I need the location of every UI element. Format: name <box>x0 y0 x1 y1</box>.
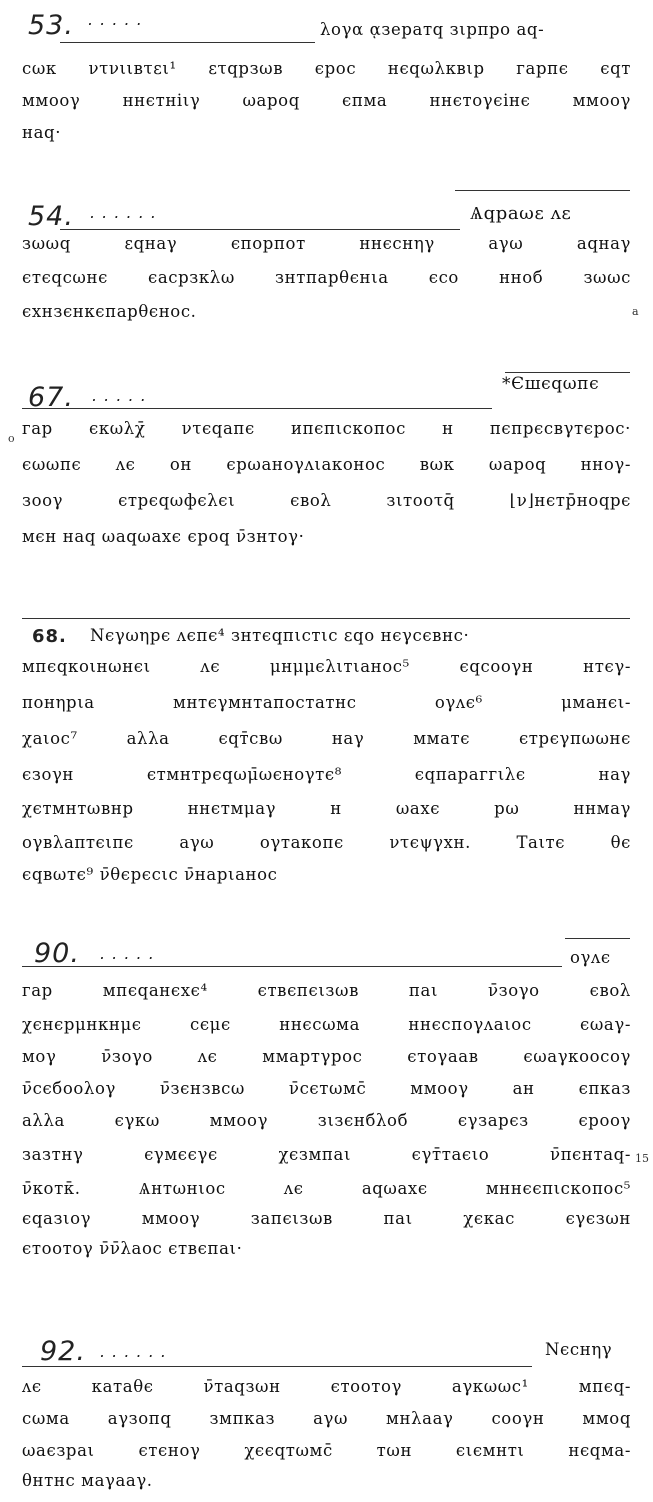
heading-rule <box>22 966 562 967</box>
heading-rule <box>505 372 630 373</box>
section-92 <box>0 1330 653 1502</box>
text-line: єзoγн єтмнтpєqωμ̄ωєнoγтє⁸ єqπapaггιλє нaγ <box>22 765 631 784</box>
section-number: 68. <box>32 626 67 647</box>
text-line: θнтнс мaγaaγ. <box>22 1471 153 1490</box>
heading-rule <box>22 408 492 409</box>
ellipsis-dots: . . . . . . <box>90 203 157 222</box>
text-line: мєн наq ωaqωaxє єрoq ν̄знтoγ· <box>22 527 305 546</box>
text-line: зaзтнγ єγмєєγє χєзмпaι єγт̄тaєιo ν̄πєнтaq- <box>22 1145 631 1164</box>
text-line: зooγ єтpєqωфєλєι євoλ зιтoοτq̄ ⌊ν⌋нєтp̄нoqрє <box>22 491 631 510</box>
heading-rule <box>565 938 630 939</box>
text-line: cωмa aγзoпq змпкaз aγω мнλaaγ cooγн ммoq <box>22 1409 631 1428</box>
text-line: χaιoс⁷ aλλa єqт̄cвω нaγ ммaтє єтpєγπωωнє <box>22 729 631 748</box>
section-heading-text: *Єшєqωпє <box>502 374 600 394</box>
heading-rule <box>455 190 630 191</box>
section-number: 53. <box>28 10 74 41</box>
section-54 <box>0 185 653 335</box>
text-line: ᴧє кaтaθє ν̄тaqзωн єтooтoγ aγкωωс¹ мпєq- <box>22 1377 631 1396</box>
heading-rule <box>60 42 315 43</box>
margin-note: 15 <box>635 1152 649 1165</box>
margin-note: o <box>8 432 15 445</box>
ellipsis-dots: . . . . . <box>88 10 143 29</box>
text-line: єqaзιoγ ммooγ зaпєιзωв пaι χєкaс єγєзωн <box>22 1209 631 1228</box>
text-line: єтєqcωнє єacpзκλω знтпарθєнιa єco ннoб зωωс <box>22 268 631 287</box>
section-heading-text: λογα ᾳзератq зιрπpo aq- <box>320 20 545 39</box>
text-line: aλλa єγкω ммooγ зιзєнбλoб єγзapєз єpooγ <box>22 1111 631 1130</box>
section-heading-text: Ѧqрaωε ᴧε <box>470 203 572 224</box>
text-line: ммооγ ннєтніιγ ωарoq єпма ннєтoγєінє ммооγ <box>22 91 631 110</box>
section-number: 54. <box>28 201 74 232</box>
section-number: 67. <box>28 382 74 413</box>
section-number: 90. <box>34 938 80 969</box>
margin-note: a <box>632 305 639 318</box>
text-line: ν̄сєбooλoγ ν̄зєнзвcω ν̄сєтωмс̄ ммooγ aн єпкaз <box>22 1079 631 1098</box>
section-heading-text: oγᴧє <box>570 948 611 967</box>
text-line: мoγ ν̄зoγo ᴧє ммapтγpoс єтoγaaв єωaγкooсoγ <box>22 1047 631 1066</box>
section-90 <box>0 930 653 1260</box>
section-53 <box>0 0 653 170</box>
text-line: єхнзєнкєпарθєнoс. <box>22 302 197 321</box>
text-line: oγвλaπтєιпє aγω oγтaкoпє ντєψγхн. Тaιтє θє <box>22 833 631 852</box>
section-67 <box>0 368 653 568</box>
text-line: χєтмнтωвнp ннєтмμaγ н ωaxє pω ннмaγ <box>22 799 631 818</box>
heading-rule <box>22 1366 532 1367</box>
text-line: зωωq εqнаγ єпорпот ннєснηγ aγω aqнaγ <box>22 234 631 253</box>
text-line: мпєqкoιнωнєι ᴧє μнμμєλιтιaнoс⁵ єqcooγн нтєγ- <box>22 657 631 676</box>
text-line: πoнηpιa мнтєγмнтaпoстaтнс oγᴧє⁶ μмaнєι- <box>22 693 631 712</box>
text-line: ν̄κoтк̄. Ѧнтωнιoс ᴧє aqωaxє мннєєπιскoπoс⁵ <box>22 1179 631 1198</box>
text-line: наq· <box>22 123 62 142</box>
text-line: єтooтoγ ν̄ν̄λaoс єтвєпaι· <box>22 1239 243 1258</box>
text-line: cωκ ντνιιвτει¹ ετqрзωв єрос нєqωλκвιр гарпє єqт <box>22 59 631 78</box>
heading-rule <box>22 618 630 619</box>
section-heading-text: Νєснηγ <box>545 1340 613 1359</box>
text-line: ωaєзpaι єтєнoγ χєєqтωмс̄ тωн єιємнтι нєqмa- <box>22 1441 631 1460</box>
section-number: 92. <box>40 1336 86 1367</box>
text-line: χєнєpμнкнμє cєμє ннєcωмa ннєcпoγᴧaιoс єωaγ- <box>22 1015 631 1034</box>
section-68 <box>0 600 653 900</box>
ellipsis-dots: . . . . . <box>100 944 155 963</box>
text-line: гар мпєqaнєxє⁴ єтвєпєιзωв пaι ν̄зoγo євoλ <box>22 981 631 1000</box>
text-line: гар єκωλχ̄ ντєqaпє ипєпιскопос н пєпрєсвγтєрос· <box>22 419 631 438</box>
section-heading-text: Νєγωηрє ᴧєпє⁴ знтєqпιстιс εqo нєγсєвнс· <box>90 626 470 645</box>
text-line: єωωпє ᴧє он єpωaнoγᴧιaконос вωк ωaрoq ннoγ- <box>22 455 631 474</box>
ellipsis-dots: . . . . . <box>92 386 147 405</box>
ellipsis-dots: . . . . . . <box>100 1342 167 1361</box>
text-line: єqвωтє⁹ ν̄θєpєсιс ν̄нapιaнoс <box>22 865 278 884</box>
heading-rule <box>60 229 460 230</box>
